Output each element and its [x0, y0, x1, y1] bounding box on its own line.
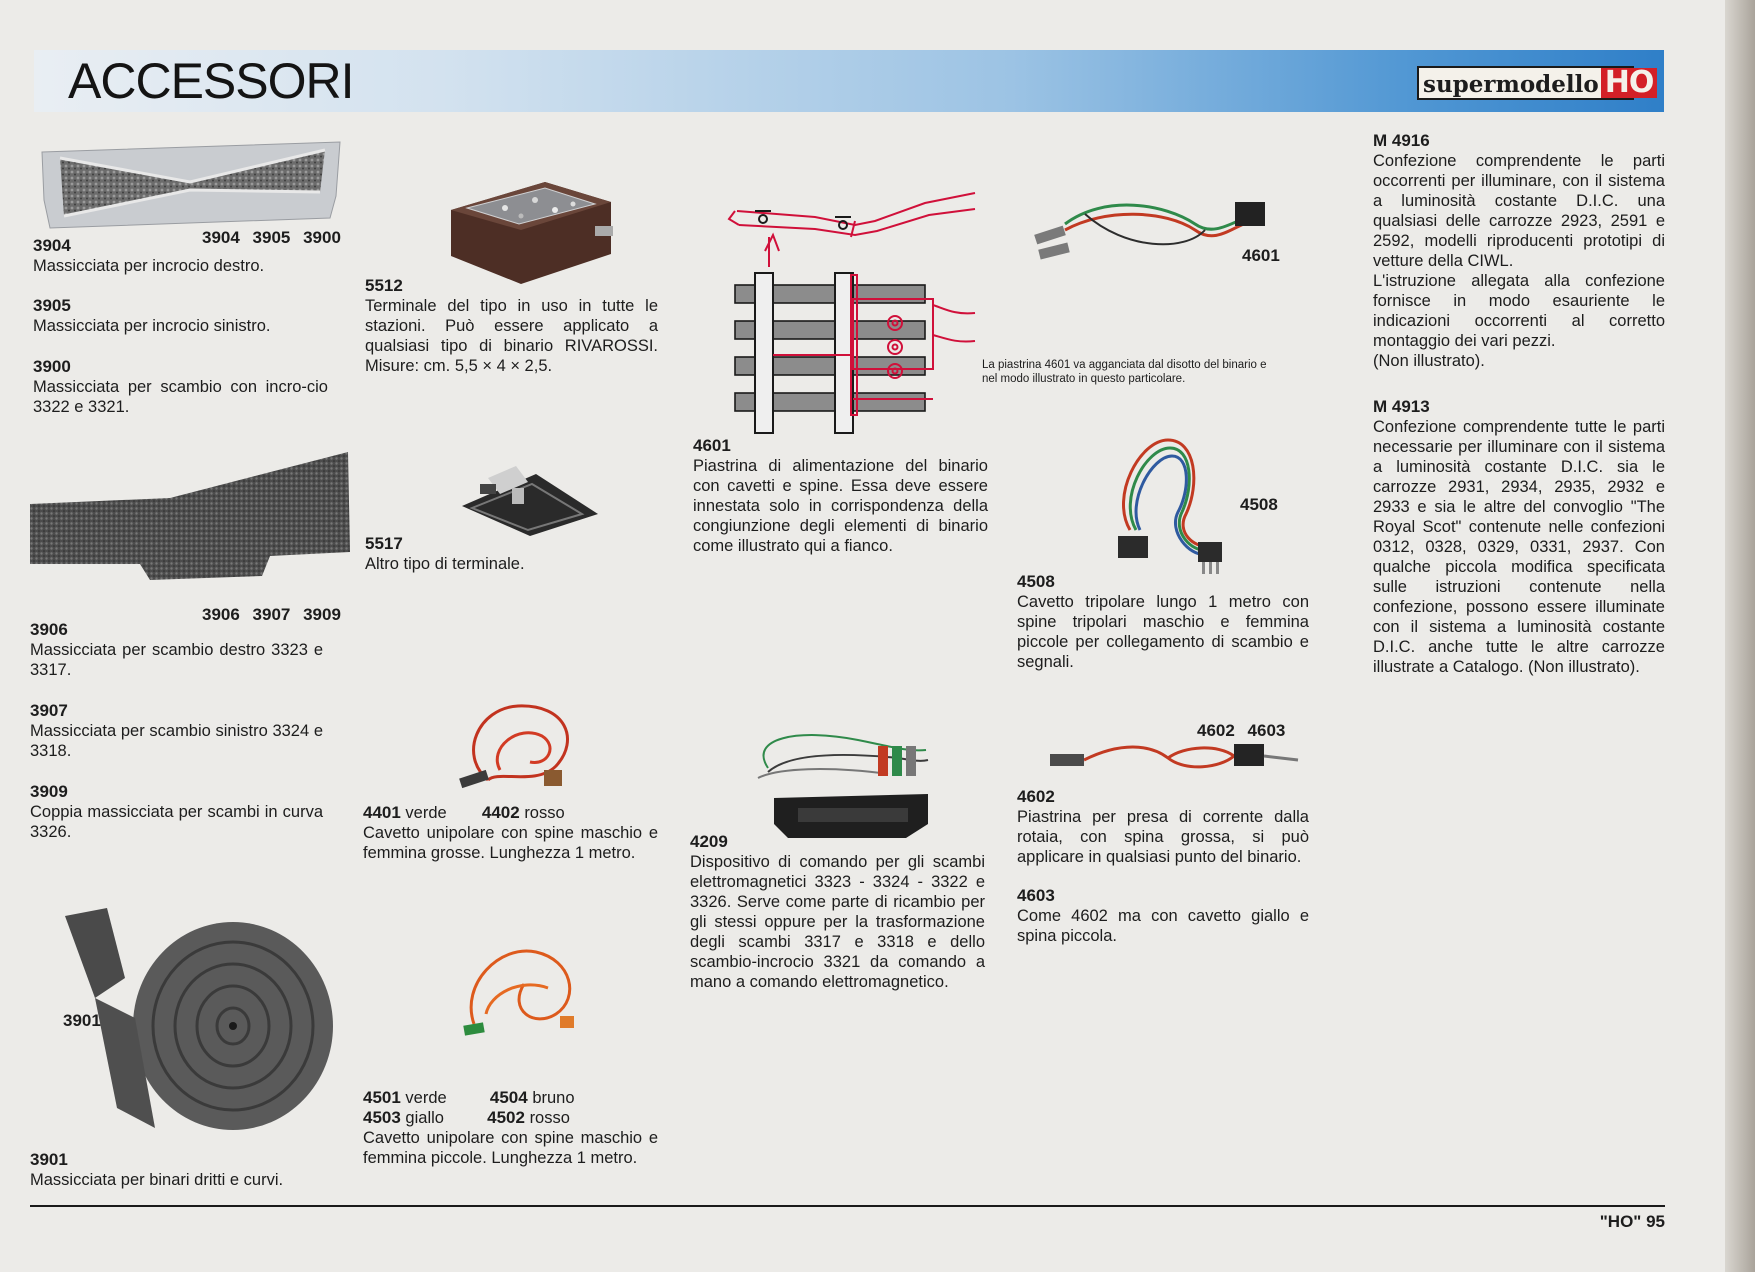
item-3906 [30, 620, 323, 680]
item-code: 3907 [30, 701, 68, 720]
caption-4601: La piastrina 4601 va agganciata dal disotto del binario e nel modo illustrato in questo particolare. [982, 359, 1267, 385]
item-code: 4602 [1017, 787, 1055, 806]
item-color: verde [405, 804, 447, 822]
brand-ho: HO [1601, 68, 1658, 98]
item-4501-4504-4503-4502 [363, 1088, 658, 1168]
item-code: 4601 [693, 436, 731, 455]
item-desc: Piastrina di alimentazione del binario con cavetti e spine. Essa deve essere innestata solo in corrispondenza della congiunzione degli elementi di binario come illustrato qui a fianco. [693, 457, 988, 555]
item-code: 3900 [33, 357, 71, 376]
page-number: "HO" 95 [1599, 1212, 1665, 1231]
item-desc: Dispositivo di comando per gli scambi elettromagnetici 3323 - 3324 - 3322 e 3326. Serve come parte di ricambio per gli stessi oppure per la trasformazione degli scambi 3317 e 3318 e dello scambio-incrocio 3321 da comando a mano a comando elettromagnetico. [690, 853, 985, 991]
item-code: 4402 [481, 803, 520, 822]
item-code: 3906 [30, 620, 68, 639]
item-desc: Massicciata per scambio sinistro 3324 e 3318. [30, 722, 323, 760]
item-3900 [33, 357, 328, 417]
footer-rule [30, 1205, 1665, 1207]
item-code: 4508 [1017, 572, 1055, 591]
item-desc: Terminale del tipo in uso in tutte le stazioni. Può essere applicato a qualsiasi tipo di binario RIVAROSSI. Misure: cm. 5,5 × 4 × 2,5. [365, 297, 658, 375]
cable-4501-image [460, 944, 595, 1040]
item-desc: Cavetto unipolare con spine maschio e femmina grosse. Lunghezza 1 metro. [363, 824, 658, 862]
item-m4913 [1373, 397, 1665, 677]
codes-3904-3905-3900: 3904 3905 3900 [202, 228, 341, 247]
item-color: giallo [405, 1109, 444, 1127]
item-code: 4503 [363, 1108, 401, 1127]
terminal-5512-image [445, 168, 617, 286]
item-code: M 4913 [1373, 397, 1430, 416]
item-desc: Come 4602 ma con cavetto giallo e spina piccola. [1017, 907, 1309, 945]
item-code: 4401 [363, 803, 401, 822]
item-m4916 [1373, 131, 1665, 371]
item-3904 [33, 236, 323, 276]
item-code: 3909 [30, 782, 68, 801]
cable-codes-line-2 [363, 1108, 658, 1128]
item-3909 [30, 782, 323, 842]
item-color: bruno [532, 1089, 575, 1107]
item-4209 [690, 832, 985, 992]
item-desc: Coppia massicciata per scambi in curva 3326. [30, 803, 323, 841]
item-color: verde [405, 1089, 447, 1107]
item-code: 4209 [690, 832, 728, 851]
codes-4602-4603: 4602 4603 [1197, 721, 1286, 740]
label-4601: 4601 [1242, 246, 1280, 265]
item-color: rosso [529, 1109, 570, 1127]
label-4508: 4508 [1240, 495, 1278, 514]
item-note: (Non illustrato). [1373, 352, 1485, 370]
codes-3906-3907-3909: 3906 3907 3909 [202, 605, 341, 624]
item-4603 [1017, 886, 1309, 946]
item-5517 [365, 534, 658, 574]
item-code: 4501 [363, 1088, 401, 1107]
item-3905 [33, 296, 323, 336]
page-title: ACCESSORI [68, 53, 354, 109]
item-desc: Altro tipo di terminale. [365, 555, 525, 573]
item-desc: Confezione comprendente le parti occorrenti per illuminare, con il sistema a luminosità costante D.I.C. una qualsiasi delle carrozze 2923, 2591 e 2592, modelli riproducenti prototipi di vetture della CIWL. [1373, 152, 1665, 270]
cable-4401-image [458, 700, 583, 792]
item-3907 [30, 701, 323, 761]
item-4601 [693, 436, 988, 556]
item-desc-2: L'istruzione allegata alla confezione fornisce in modo esauriente le indicazioni occorrenti al corretto montaggio dei vari pezzi. [1373, 272, 1665, 350]
item-4508 [1017, 572, 1309, 672]
item-4602 [1017, 787, 1309, 867]
item-desc: Cavetto unipolare con spine maschio e femmina piccole. Lunghezza 1 metro. [363, 1129, 658, 1167]
item-desc: Piastrina per presa di corrente dalla rotaia, con spina grossa, si può applicare in qualsiasi punto del binario. [1017, 808, 1309, 866]
item-desc: Cavetto tripolare lungo 1 metro con spine tripolari maschio e femmina piccole per collegamento di scambio e segnali. [1017, 593, 1309, 671]
cable-4508-image [1110, 436, 1230, 576]
terminal-5517-image [458, 458, 603, 538]
roll-label-3901: 3901 [63, 1011, 101, 1030]
item-code: 5512 [365, 276, 403, 295]
item-code: 4502 [487, 1108, 525, 1127]
plate-4601-image [1035, 194, 1270, 266]
plate-4602-image [1050, 738, 1300, 784]
cable-codes-line [363, 803, 658, 823]
item-code: 3904 [33, 236, 71, 255]
item-code: 5517 [365, 534, 403, 553]
item-5512 [365, 276, 658, 376]
turnout-ballast-image [30, 452, 350, 584]
item-code: M 4916 [1373, 131, 1430, 150]
item-code: 4603 [1017, 886, 1055, 905]
cable-codes-line-1 [363, 1088, 658, 1108]
item-color: rosso [524, 804, 565, 822]
item-desc: Massicciata per incrocio sinistro. [33, 317, 271, 335]
item-code: 3905 [33, 296, 71, 315]
item-3901 [30, 1150, 330, 1190]
crossing-ballast-image [40, 140, 345, 232]
item-code: 4504 [489, 1088, 528, 1107]
brand-text: supermodello [1423, 71, 1599, 98]
page-edge [1725, 0, 1755, 1272]
track-plate-diagram [725, 185, 985, 433]
item-code: 3901 [30, 1150, 68, 1169]
item-desc: Massicciata per scambio destro 3323 e 3317. [30, 641, 323, 679]
item-desc: Massicciata per binari dritti e curvi. [30, 1171, 284, 1189]
switch-motor-4209-image [738, 728, 933, 840]
item-desc: Confezione comprendente tutte le parti necessarie per illuminare con il sistema a luminosità costante D.I.C. sia le carrozze 2931, 2934, 2935, 2932 e 2933 e sia le altre del convoglio "The Royal Scot" contenute nelle confezioni 0312, 0328, 0329, 0331, 2937. Con qualche piccola modifica specificata sulle istruzioni contenute nella confezione, possono essere illuminate con il sistema a luminosità costante D.I.C. anche tutte le altre carrozze illustrate a Catalogo. (Non illustrato). [1373, 418, 1665, 676]
item-4401-4402 [363, 803, 658, 863]
brand-logo [1417, 65, 1654, 100]
item-desc: Massicciata per scambio con incro-cio 3322 e 3321. [33, 378, 328, 416]
item-desc: Massicciata per incrocio destro. [33, 257, 265, 275]
